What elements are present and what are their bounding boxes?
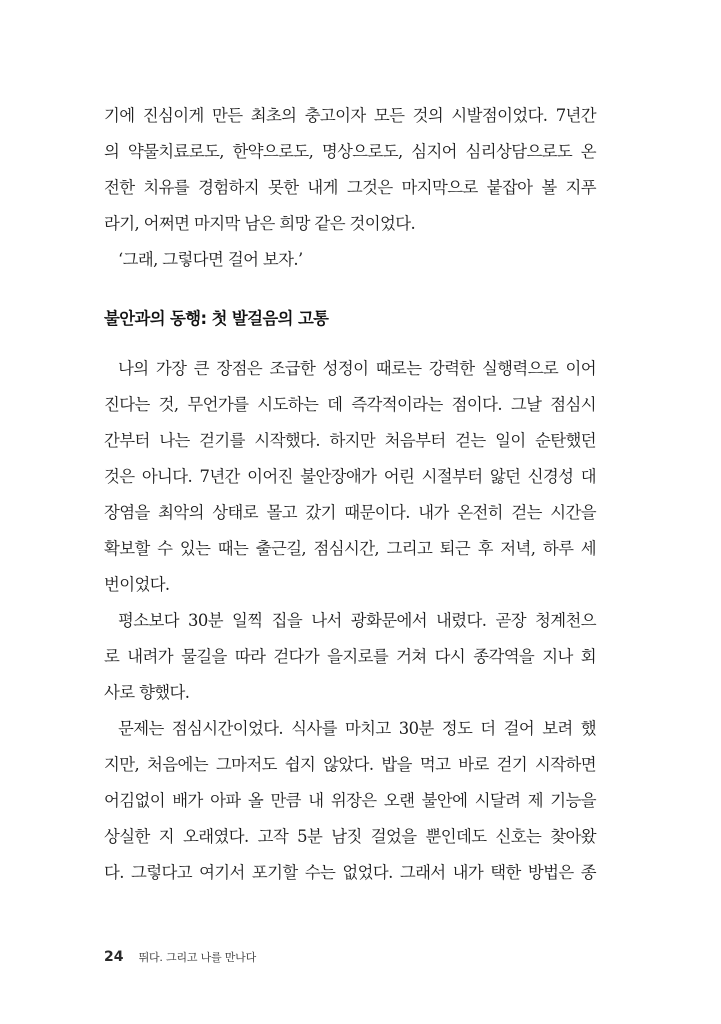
- paragraph: [104, 603, 596, 711]
- page-number: 24: [104, 949, 124, 965]
- text-line: 기에 진심이게 만든 최초의 충고이자 모든 것의 시발점이었다. 7년간: [104, 106, 596, 125]
- quote-line: ‘그래, 그렇다면 걸어 보자.’: [118, 250, 303, 269]
- text-line: 전한 치유를 경험하지 못한 내게 그것은 마지막으로 붙잡아 볼 지푸: [104, 178, 596, 197]
- text-line: 간부터 나는 걷기를 시작했다. 하지만 처음부터 걷는 일이 순탄했던: [104, 430, 596, 450]
- text-line: 의 약물치료로도, 한약으로도, 명상으로도, 심지어 심리상담으로도 온: [104, 142, 596, 161]
- text-line: 라기, 어쩌면 마지막 남은 희망 같은 것이었다.: [104, 214, 416, 233]
- text-line: 평소보다 30분 일찍 집을 나서 광화문에서 내렸다. 곧장 청계천으: [118, 610, 596, 630]
- text-line: 장염을 최악의 상태로 몰고 갔기 때문이다. 내가 온전히 걷는 시간을: [104, 502, 596, 522]
- text-line: 것은 아니다. 7년간 이어진 불안장애가 어린 시절부터 앓던 신경성 대: [104, 466, 596, 486]
- section-heading: 불안과의 동행: 첫 발걸음의 고통: [104, 309, 329, 328]
- text-line: 문제는 점심시간이었다. 식사를 마치고 30분 정도 더 걸어 보려 했: [118, 718, 596, 738]
- text-line: 지만, 처음에는 그마저도 쉽지 않았다. 밥을 먹고 바로 걷기 시작하면: [104, 754, 596, 774]
- text-line: 확보할 수 있는 때는 출근길, 점심시간, 그리고 퇴근 후 저녁, 하루 세: [104, 538, 596, 558]
- section-body: [104, 351, 596, 891]
- text-line: 번이었다.: [104, 574, 170, 594]
- text-line: 어김없이 배가 아파 올 만큼 내 위장은 오랜 불안에 시달려 제 기능을: [104, 790, 596, 810]
- text-line: 나의 가장 큰 장점은 조급한 성정이 때로는 강력한 실행력으로 이어: [118, 358, 596, 378]
- intro-paragraph: [104, 98, 596, 242]
- paragraph: [104, 711, 596, 891]
- page-footer: [104, 944, 256, 968]
- paragraph: [104, 351, 596, 603]
- text-line: 상실한 지 오래였다. 고작 5분 남짓 걸었을 뿐인데도 신호는 찾아왔: [104, 826, 596, 846]
- page-body: [104, 98, 596, 891]
- text-line: 사로 향했다.: [104, 682, 190, 702]
- text-line: 로 내려가 물길을 따라 걷다가 을지로를 거쳐 다시 종각역을 지나 회: [104, 646, 596, 666]
- running-title: 뛰다. 그리고 나를 만나다: [138, 951, 257, 964]
- text-line: 진다는 것, 무언가를 시도하는 데 즉각적이라는 점이다. 그날 점심시: [104, 394, 596, 414]
- text-line: 다. 그렇다고 여기서 포기할 수는 없었다. 그래서 내가 택한 방법은 종: [104, 862, 596, 882]
